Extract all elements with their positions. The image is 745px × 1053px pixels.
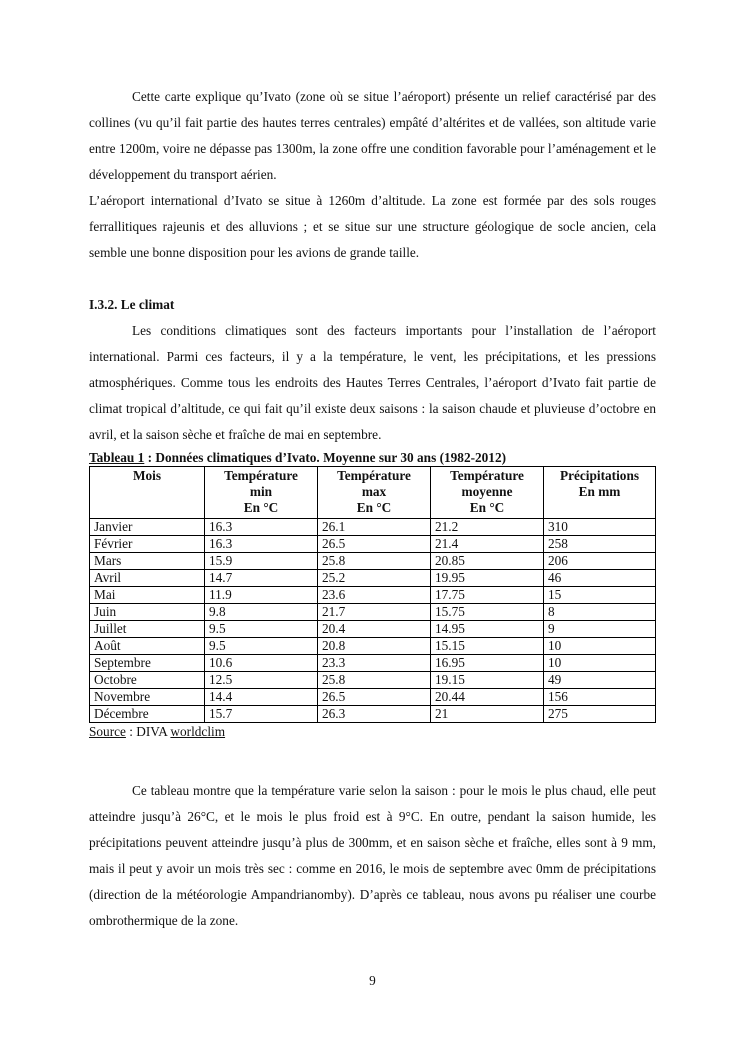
cell-tmax: 25.2 (318, 570, 431, 587)
cell-tmoy: 16.95 (431, 655, 544, 672)
cell-month: Septembre (90, 655, 205, 672)
paragraph-relief: Cette carte explique qu’Ivato (zone où se situe l’aéroport) présente un relief caractérisé par des collines (vu qu’il fait partie des hautes terres centrales) empâté d’altérites et de vallées, son altitude varie entre 1200m, voire ne dépasse pas 1300m, la zone offre une condition favorable pour l’aménagement et le développement du transport aérien. (89, 89, 656, 182)
climate-table (89, 466, 656, 723)
table-row (90, 587, 656, 604)
document-page (89, 84, 656, 934)
cell-tmax: 25.8 (318, 672, 431, 689)
cell-month: Avril (90, 570, 205, 587)
table-header-row (90, 467, 656, 519)
cell-month: Janvier (90, 519, 205, 536)
source-mid: : DIVA (125, 724, 171, 739)
cell-prec: 10 (544, 655, 656, 672)
table-row (90, 672, 656, 689)
cell-tmin: 16.3 (205, 519, 318, 536)
cell-prec: 258 (544, 536, 656, 553)
cell-prec: 156 (544, 689, 656, 706)
header-temp-moyenne: Température moyenne En °C (431, 467, 544, 519)
cell-prec: 310 (544, 519, 656, 536)
cell-tmoy: 19.95 (431, 570, 544, 587)
cell-tmax: 26.1 (318, 519, 431, 536)
cell-prec: 10 (544, 638, 656, 655)
cell-tmin: 12.5 (205, 672, 318, 689)
header-temp-max: Température max En °C (318, 467, 431, 519)
cell-tmin: 15.7 (205, 706, 318, 723)
cell-tmin: 15.9 (205, 553, 318, 570)
table-row (90, 536, 656, 553)
table-row (90, 553, 656, 570)
cell-prec: 46 (544, 570, 656, 587)
table-caption-label: Tableau 1 (89, 450, 145, 465)
cell-tmin: 14.4 (205, 689, 318, 706)
cell-tmoy: 21.2 (431, 519, 544, 536)
table-row (90, 689, 656, 706)
table-row (90, 519, 656, 536)
cell-tmoy: 21 (431, 706, 544, 723)
cell-prec: 15 (544, 587, 656, 604)
cell-tmoy: 17.75 (431, 587, 544, 604)
header-mois: Mois (90, 467, 205, 519)
cell-tmin: 16.3 (205, 536, 318, 553)
cell-tmax: 23.3 (318, 655, 431, 672)
cell-tmax: 26.5 (318, 536, 431, 553)
header-precipitations: Précipitations En mm (544, 467, 656, 519)
cell-month: Décembre (90, 706, 205, 723)
cell-tmin: 14.7 (205, 570, 318, 587)
table-row (90, 706, 656, 723)
cell-tmoy: 21.4 (431, 536, 544, 553)
table-row (90, 655, 656, 672)
cell-tmin: 10.6 (205, 655, 318, 672)
paragraph-airport-altitude: L’aéroport international d’Ivato se situe à 1260m d’altitude. La zone est formée par des sols rouges ferrallitiques rajeunis et des alluvions ; et se situe sur une structure géologique de socle ancien, cela semble une bonne disposition pour les avions de grande taille. (89, 193, 656, 260)
section-heading-climat: I.3.2. Le climat (89, 297, 175, 312)
cell-tmin: 9.5 (205, 638, 318, 655)
cell-tmoy: 19.15 (431, 672, 544, 689)
cell-tmoy: 20.44 (431, 689, 544, 706)
paragraph-climat: Les conditions climatiques sont des facteurs importants pour l’installation de l’aéroport international. Parmi ces facteurs, il y a la température, le vent, les précipitations, et les pressions atmosphériques. Comme tous les endroits des Hautes Terres Centrales, l’aéroport d’Ivato fait partie de climat tropical d’altitude, ce qui fait qu’il existe deux saisons : la saison chaude et pluvieuse d’octobre en avril, et la saison sèche et fraîche de mai en septembre. (89, 323, 656, 442)
cell-tmax: 26.5 (318, 689, 431, 706)
cell-prec: 8 (544, 604, 656, 621)
cell-month: Octobre (90, 672, 205, 689)
cell-tmoy: 15.15 (431, 638, 544, 655)
table-caption-text: : Données climatiques d’Ivato. Moyenne sur 30 ans (1982-2012) (144, 450, 507, 465)
cell-tmax: 23.6 (318, 587, 431, 604)
cell-tmax: 25.8 (318, 553, 431, 570)
cell-prec: 9 (544, 621, 656, 638)
table-row (90, 621, 656, 638)
cell-tmoy: 20.85 (431, 553, 544, 570)
cell-month: Juillet (90, 621, 205, 638)
cell-prec: 206 (544, 553, 656, 570)
cell-month: Mai (90, 587, 205, 604)
cell-month: Novembre (90, 689, 205, 706)
cell-tmoy: 14.95 (431, 621, 544, 638)
cell-tmoy: 15.75 (431, 604, 544, 621)
cell-month: Mars (90, 553, 205, 570)
table-source (89, 723, 656, 740)
cell-tmin: 9.8 (205, 604, 318, 621)
page-number: 9 (369, 973, 376, 988)
cell-tmax: 21.7 (318, 604, 431, 621)
paragraph-conclusion: Ce tableau montre que la température varie selon la saison : pour le mois le plus chaud, elle peut atteindre jusqu’à 26°C, et le mois le plus froid est à 9°C. En outre, pendant la saison humide, les précipitations peuvent atteindre jusqu’à plus de 300mm, et en saison sèche et fraîche, elles sont à 9 mm, mais il peut y avoir un mois très sec : comme en 2016, le mois de septembre avec 0mm de précipitations (direction de la météorologie Ampandrianomby). D’après ce tableau, nous avons pu réaliser une courbe ombrothermique de la zone. (89, 783, 656, 928)
source-label: Source (89, 724, 126, 739)
cell-month: Août (90, 638, 205, 655)
cell-tmax: 26.3 (318, 706, 431, 723)
cell-tmax: 20.4 (318, 621, 431, 638)
table-row (90, 604, 656, 621)
table-row (90, 570, 656, 587)
cell-prec: 275 (544, 706, 656, 723)
cell-month: Juin (90, 604, 205, 621)
cell-prec: 49 (544, 672, 656, 689)
table-caption (89, 450, 656, 466)
cell-tmax: 20.8 (318, 638, 431, 655)
cell-tmin: 11.9 (205, 587, 318, 604)
source-name: worldclim (170, 724, 226, 739)
table-row (90, 638, 656, 655)
cell-month: Février (90, 536, 205, 553)
cell-tmin: 9.5 (205, 621, 318, 638)
header-temp-min: Température min En °C (205, 467, 318, 519)
